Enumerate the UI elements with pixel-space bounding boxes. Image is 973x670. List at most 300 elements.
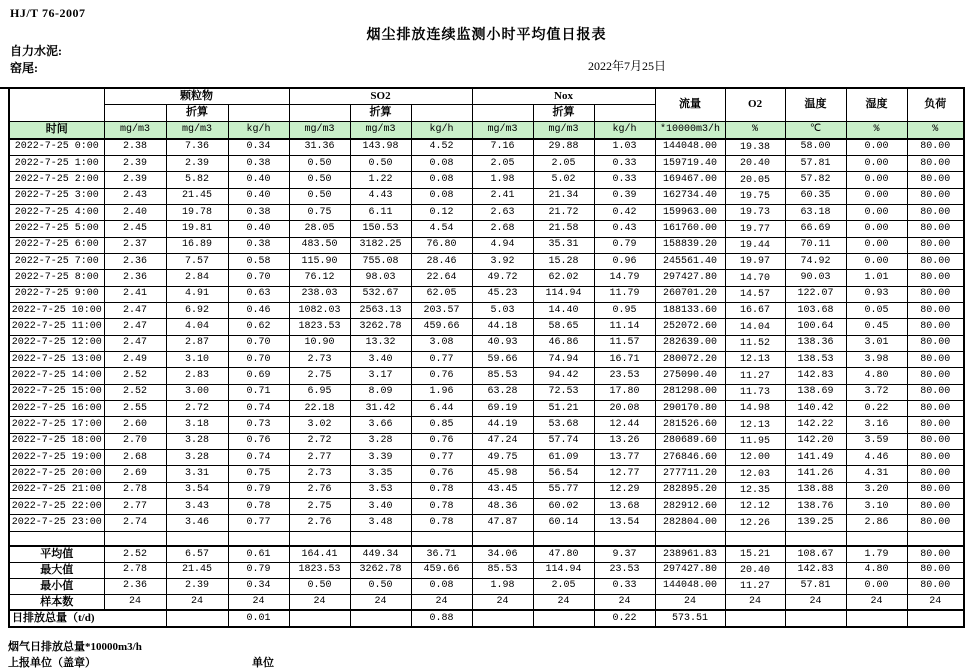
cell-value: 0.50 (289, 172, 350, 188)
cell-value: 297427.80 (655, 270, 725, 286)
cell-value: 3262.78 (350, 562, 411, 578)
blank-cell (289, 104, 350, 121)
cell-value: 4.54 (411, 221, 472, 237)
report-unit-label: 上报单位（盖章） (8, 657, 96, 669)
cell-value: 5.03 (472, 302, 533, 318)
cell-value: 0.93 (846, 286, 907, 302)
cell-value: 0.70 (228, 335, 289, 351)
cell-value: 0.79 (228, 562, 289, 578)
cell-value: 12.13 (725, 351, 785, 367)
cell-value: 3.39 (350, 450, 411, 466)
column-header: 湿度 (846, 88, 907, 121)
unit-cell: kg/h (228, 121, 289, 139)
spacer-row (9, 531, 964, 546)
cell-value: 3.18 (166, 417, 228, 433)
cell-value: 43.45 (472, 482, 533, 498)
cell-value: 80.00 (907, 368, 964, 384)
cell-value: 3.92 (472, 253, 533, 269)
cell-value: 3.28 (166, 433, 228, 449)
cell-value: 0.05 (846, 302, 907, 318)
cell-value: 24 (104, 594, 166, 610)
cell-value: 24 (594, 594, 655, 610)
cell-value: 0.62 (228, 319, 289, 335)
cell-value: 2.39 (104, 172, 166, 188)
cell-value: 3.43 (166, 499, 228, 515)
cell-value: 7.57 (166, 253, 228, 269)
cell-value: 3.35 (350, 466, 411, 482)
cell-value: 15.21 (725, 546, 785, 562)
cell-value: 2.68 (472, 221, 533, 237)
cell-value: 19.81 (166, 221, 228, 237)
cell-value: 2.36 (104, 270, 166, 286)
cell-value: 449.34 (350, 546, 411, 562)
unit-cell: mg/m3 (166, 121, 228, 139)
cell-value: 0.43 (594, 221, 655, 237)
cell-value: 3182.25 (350, 237, 411, 253)
cell-value: 49.72 (472, 270, 533, 286)
cell-value: 4.04 (166, 319, 228, 335)
cell-value: 1.98 (472, 578, 533, 594)
cell-value: 0.79 (228, 482, 289, 498)
blank-cell (9, 531, 104, 546)
cell-value: 142.83 (785, 368, 846, 384)
cell-value: 2.05 (533, 578, 594, 594)
cell-value (533, 610, 594, 627)
cell-value: 0.00 (846, 139, 907, 155)
table-row (9, 482, 964, 498)
table-row (9, 335, 964, 351)
cell-value: 55.77 (533, 482, 594, 498)
cell-value: 5.02 (533, 172, 594, 188)
cell-value: 4.80 (846, 562, 907, 578)
cell-value: 0.08 (411, 172, 472, 188)
cell-value: 62.02 (533, 270, 594, 286)
cell-value: 282804.00 (655, 515, 725, 531)
blank-cell (785, 531, 846, 546)
cell-value: 297427.80 (655, 562, 725, 578)
summary-row (9, 578, 964, 594)
unit-cell: mg/m3 (533, 121, 594, 139)
summary-label: 最大值 (9, 562, 104, 578)
cell-time: 2022-7-25 14:00 (9, 368, 104, 384)
cell-value: 138.69 (785, 384, 846, 400)
cell-value: 3.53 (350, 482, 411, 498)
cell-value: 3.10 (846, 499, 907, 515)
cell-value: 2.84 (166, 270, 228, 286)
cell-value: 3.00 (166, 384, 228, 400)
cell-value: 24 (166, 594, 228, 610)
cell-value: 24 (785, 594, 846, 610)
cell-value (907, 610, 964, 627)
cell-value: 1.03 (594, 139, 655, 155)
cell-value: 1.79 (846, 546, 907, 562)
cell-value: 0.08 (411, 188, 472, 204)
cell-value: 755.08 (350, 253, 411, 269)
stack-name: 窑尾: (10, 61, 38, 75)
cell-value: 0.95 (594, 302, 655, 318)
cell-time: 2022-7-25 21:00 (9, 482, 104, 498)
cell-value: 1.98 (472, 172, 533, 188)
cell-value: 2.69 (104, 466, 166, 482)
cell-value: 108.67 (785, 546, 846, 562)
cell-value: 12.29 (594, 482, 655, 498)
cell-value: 12.26 (725, 515, 785, 531)
cell-value: 0.00 (846, 221, 907, 237)
cell-value: 1.96 (411, 384, 472, 400)
blank-cell (104, 104, 166, 121)
company-name: 自力水泥: (10, 44, 62, 58)
cell-value: 280689.60 (655, 433, 725, 449)
cell-value: 275090.40 (655, 368, 725, 384)
cell-value: 459.66 (411, 562, 472, 578)
cell-value: 70.11 (785, 237, 846, 253)
cell-value: 141.26 (785, 466, 846, 482)
cell-value: 0.76 (411, 433, 472, 449)
cell-value: 2.87 (166, 335, 228, 351)
summary-row (9, 594, 964, 610)
cell-value: 80.00 (907, 384, 964, 400)
blank-cell (104, 531, 166, 546)
cell-value: 0.71 (228, 384, 289, 400)
cell-value: 1.01 (846, 270, 907, 286)
group-header: 颗粒物 (104, 88, 289, 104)
cell-time: 2022-7-25 15:00 (9, 384, 104, 400)
table-row (9, 155, 964, 171)
cell-value: 0.00 (846, 204, 907, 220)
cell-value: 4.94 (472, 237, 533, 253)
cell-value: 6.44 (411, 401, 472, 417)
cell-value: 0.33 (594, 155, 655, 171)
cell-value: 24 (289, 594, 350, 610)
blank-cell (594, 104, 655, 121)
cell-value: 282895.20 (655, 482, 725, 498)
unit-cell: mg/m3 (104, 121, 166, 139)
time-header: 时间 (9, 121, 104, 139)
cell-value: 2.77 (104, 499, 166, 515)
cell-value: 2.52 (104, 384, 166, 400)
cell-value: 0.73 (228, 417, 289, 433)
table-row (9, 237, 964, 253)
cell-value: 0.70 (228, 351, 289, 367)
cell-value: 282639.00 (655, 335, 725, 351)
cell-value (289, 610, 350, 627)
cell-value: 0.69 (228, 368, 289, 384)
cell-value: 138.88 (785, 482, 846, 498)
cell-value: 49.75 (472, 450, 533, 466)
header-row-groups (9, 88, 964, 104)
cell-value: 2.39 (166, 155, 228, 171)
cell-value: 63.28 (472, 384, 533, 400)
column-header: 温度 (785, 88, 846, 121)
cell-value: 57.74 (533, 433, 594, 449)
cell-value: 0.70 (228, 270, 289, 286)
cell-value: 85.53 (472, 562, 533, 578)
cell-value: 80.00 (907, 546, 964, 562)
cell-value: 141.49 (785, 450, 846, 466)
cell-value: 142.83 (785, 562, 846, 578)
cell-value: 3.48 (350, 515, 411, 531)
standard-code: HJ/T 76-2007 (10, 6, 86, 20)
cell-value: 0.45 (846, 319, 907, 335)
blank-cell (350, 531, 411, 546)
cell-value: 2.39 (104, 155, 166, 171)
cell-time: 2022-7-25 16:00 (9, 401, 104, 417)
cell-value: 103.68 (785, 302, 846, 318)
cell-value: 0.75 (228, 466, 289, 482)
cell-value: 29.88 (533, 139, 594, 155)
cell-value: 0.00 (846, 155, 907, 171)
cell-value: 260701.20 (655, 286, 725, 302)
table-header (9, 88, 964, 139)
cell-value: 4.43 (350, 188, 411, 204)
cell-value: 2563.13 (350, 302, 411, 318)
table-row (9, 221, 964, 237)
cell-value: 0.74 (228, 401, 289, 417)
table-body (9, 139, 964, 627)
cell-value: 2.75 (289, 368, 350, 384)
table-row (9, 466, 964, 482)
cell-value: 12.13 (725, 417, 785, 433)
cell-value: 2.47 (104, 302, 166, 318)
blank-cell (472, 104, 533, 121)
blank-cell (846, 531, 907, 546)
cell-value (472, 610, 533, 627)
table-row (9, 417, 964, 433)
cell-value: 21.72 (533, 204, 594, 220)
cell-value: 0.00 (846, 188, 907, 204)
cell-value: 238.03 (289, 286, 350, 302)
cell-value: 4.80 (846, 368, 907, 384)
cell-value: 0.33 (594, 578, 655, 594)
table-row (9, 450, 964, 466)
table-row (9, 286, 964, 302)
cell-value: 2.72 (166, 401, 228, 417)
blank-cell (725, 531, 785, 546)
cell-value: 57.81 (785, 155, 846, 171)
daily-total-label: 日排放总量（t/d) (9, 610, 166, 627)
cell-value: 3.10 (166, 351, 228, 367)
cell-value: 7.16 (472, 139, 533, 155)
converted-subheader: 折算 (350, 104, 411, 121)
cell-value: 2.45 (104, 221, 166, 237)
cell-value: 2.75 (289, 499, 350, 515)
table-row (9, 253, 964, 269)
cell-value: 282912.60 (655, 499, 725, 515)
cell-value: 0.85 (411, 417, 472, 433)
cell-value: 80.00 (907, 401, 964, 417)
table-row (9, 270, 964, 286)
cell-value: 80.00 (907, 172, 964, 188)
blank-cell (472, 531, 533, 546)
cell-value: 158839.20 (655, 237, 725, 253)
cell-value: 31.36 (289, 139, 350, 155)
cell-value: 80.00 (907, 515, 964, 531)
cell-value: 11.79 (594, 286, 655, 302)
cell-value: 21.58 (533, 221, 594, 237)
cell-value: 13.54 (594, 515, 655, 531)
cell-value: 24 (655, 594, 725, 610)
cell-value: 80.00 (907, 578, 964, 594)
cell-value: 2.38 (104, 139, 166, 155)
cell-value: 3.46 (166, 515, 228, 531)
cell-value: 2.36 (104, 253, 166, 269)
cell-value: 20.08 (594, 401, 655, 417)
cell-value: 24 (533, 594, 594, 610)
cell-value: 4.52 (411, 139, 472, 155)
cell-value: 80.00 (907, 499, 964, 515)
cell-value: 80.00 (907, 302, 964, 318)
cell-value: 15.28 (533, 253, 594, 269)
cell-value: 0.61 (228, 546, 289, 562)
cell-time: 2022-7-25 0:00 (9, 139, 104, 155)
cell-value: 138.76 (785, 499, 846, 515)
cell-value: 280072.20 (655, 351, 725, 367)
cell-value: 3.28 (166, 450, 228, 466)
cell-value: 20.05 (725, 172, 785, 188)
cell-value: 14.57 (725, 286, 785, 302)
cell-value: 16.89 (166, 237, 228, 253)
cell-value: 17.80 (594, 384, 655, 400)
cell-value: 0.50 (289, 155, 350, 171)
cell-value: 2.05 (533, 155, 594, 171)
cell-value: 0.22 (846, 401, 907, 417)
cell-value: 0.40 (228, 188, 289, 204)
cell-value: 0.78 (411, 499, 472, 515)
cell-value: 3.54 (166, 482, 228, 498)
cell-value: 3.31 (166, 466, 228, 482)
header-row-units (9, 121, 964, 139)
cell-value: 12.03 (725, 466, 785, 482)
cell-value: 98.03 (350, 270, 411, 286)
cell-value: 4.91 (166, 286, 228, 302)
cell-value: 164.41 (289, 546, 350, 562)
cell-value: 76.12 (289, 270, 350, 286)
cell-value: 19.38 (725, 139, 785, 155)
cell-value: 532.67 (350, 286, 411, 302)
cell-value: 276846.60 (655, 450, 725, 466)
cell-value: 57.82 (785, 172, 846, 188)
cell-value: 143.98 (350, 139, 411, 155)
cell-value: 483.50 (289, 237, 350, 253)
cell-value: 0.38 (228, 204, 289, 220)
cell-value: 13.26 (594, 433, 655, 449)
cell-value (785, 610, 846, 627)
cell-value: 24 (472, 594, 533, 610)
table-row (9, 319, 964, 335)
blank-cell (411, 104, 472, 121)
blank-cell (166, 531, 228, 546)
cell-value: 62.05 (411, 286, 472, 302)
cell-time: 2022-7-25 8:00 (9, 270, 104, 286)
summary-row (9, 562, 964, 578)
cell-value: 150.53 (350, 221, 411, 237)
table-row (9, 188, 964, 204)
cell-value: 0.76 (411, 368, 472, 384)
cell-value: 0.77 (411, 351, 472, 367)
table-row (9, 384, 964, 400)
cell-value: 11.57 (594, 335, 655, 351)
cell-value: 144048.00 (655, 139, 725, 155)
cell-value: 1.22 (350, 172, 411, 188)
cell-value: 2.72 (289, 433, 350, 449)
cell-value: 0.34 (228, 578, 289, 594)
cell-value: 162734.40 (655, 188, 725, 204)
cell-value: 11.52 (725, 335, 785, 351)
cell-value: 19.77 (725, 221, 785, 237)
cell-value: 19.73 (725, 204, 785, 220)
cell-value: 188133.60 (655, 302, 725, 318)
cell-value: 12.44 (594, 417, 655, 433)
cell-time: 2022-7-25 22:00 (9, 499, 104, 515)
blank-cell (655, 531, 725, 546)
cell-value: 60.14 (533, 515, 594, 531)
cell-time: 2022-7-25 18:00 (9, 433, 104, 449)
cell-value: 0.39 (594, 188, 655, 204)
cell-value: 281526.60 (655, 417, 725, 433)
cell-time: 2022-7-25 11:00 (9, 319, 104, 335)
cell-value: 44.18 (472, 319, 533, 335)
cell-value: 2.73 (289, 466, 350, 482)
cell-value: 31.42 (350, 401, 411, 417)
cell-value: 203.57 (411, 302, 472, 318)
cell-value: 13.32 (350, 335, 411, 351)
unit-cell: ℃ (785, 121, 846, 139)
cell-time: 2022-7-25 6:00 (9, 237, 104, 253)
cell-value: 24 (846, 594, 907, 610)
unit-cell: *10000m3/h (655, 121, 725, 139)
cell-value: 0.40 (228, 172, 289, 188)
cell-value: 3.40 (350, 499, 411, 515)
report-title: 烟尘排放连续监测小时平均值日报表 (366, 28, 607, 43)
cell-value: 22.18 (289, 401, 350, 417)
cell-value: 0.63 (228, 286, 289, 302)
cell-value (725, 610, 785, 627)
cell-value: 80.00 (907, 450, 964, 466)
cell-value: 58.65 (533, 319, 594, 335)
cell-value: 2.76 (289, 515, 350, 531)
cell-value: 14.79 (594, 270, 655, 286)
cell-value: 114.94 (533, 286, 594, 302)
cell-value: 0.00 (846, 172, 907, 188)
cell-value: 63.18 (785, 204, 846, 220)
cell-value: 0.08 (411, 578, 472, 594)
blank-cell (533, 531, 594, 546)
unit-cell: % (907, 121, 964, 139)
cell-value: 11.95 (725, 433, 785, 449)
cell-value: 0.01 (228, 610, 289, 627)
cell-value: 3.59 (846, 433, 907, 449)
group-header: SO2 (289, 88, 472, 104)
cell-time: 2022-7-25 5:00 (9, 221, 104, 237)
cell-value: 3.02 (289, 417, 350, 433)
cell-value: 72.53 (533, 384, 594, 400)
cell-value: 4.31 (846, 466, 907, 482)
cell-value: 23.53 (594, 368, 655, 384)
cell-value: 69.19 (472, 401, 533, 417)
cell-value: 2.73 (289, 351, 350, 367)
column-header: 流量 (655, 88, 725, 121)
cell-value: 0.74 (228, 450, 289, 466)
cell-value: 19.78 (166, 204, 228, 220)
group-header: Nox (472, 88, 655, 104)
cell-value: 47.87 (472, 515, 533, 531)
cell-value: 80.00 (907, 221, 964, 237)
cell-value: 122.07 (785, 286, 846, 302)
cell-value: 47.80 (533, 546, 594, 562)
cell-value: 252072.60 (655, 319, 725, 335)
cell-value: 3.98 (846, 351, 907, 367)
cell-value: 16.67 (725, 302, 785, 318)
